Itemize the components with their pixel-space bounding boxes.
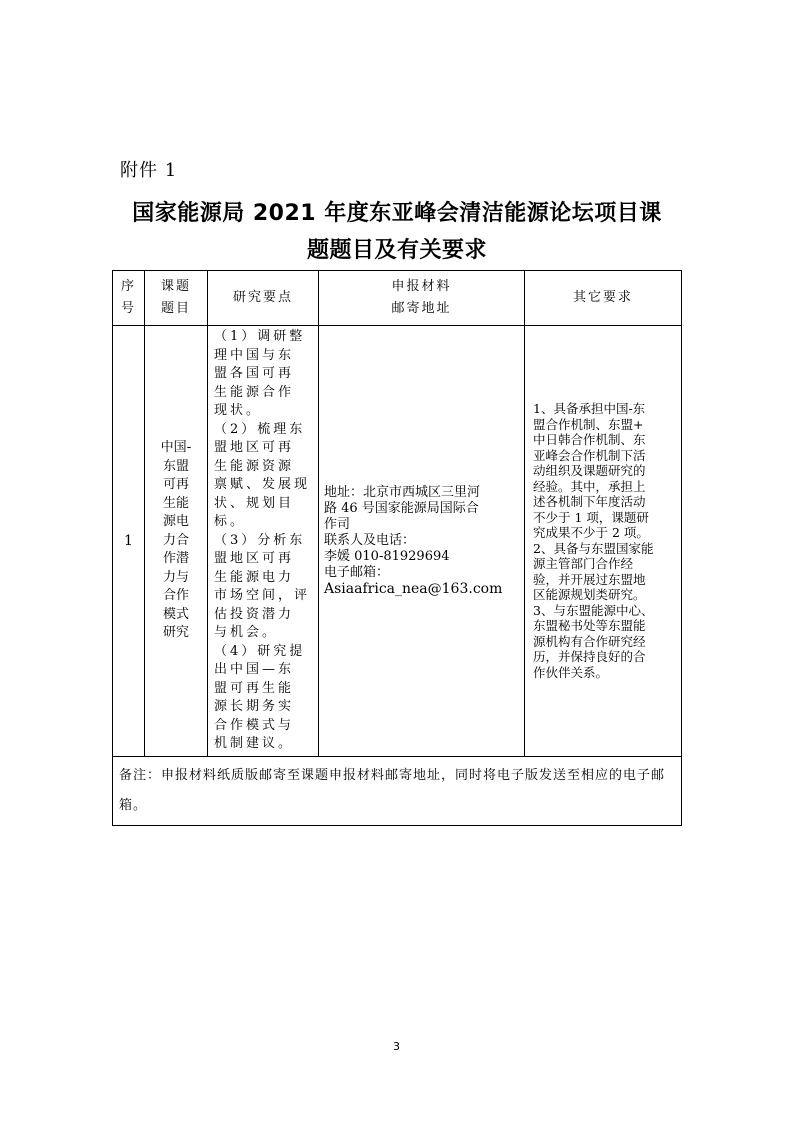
header-topic-line-2: 题目 [160,301,191,316]
topic-line: 力合 [162,532,189,548]
topic-line: 合作 [162,588,189,603]
topic-line: 源电 [162,514,189,529]
page-number: 3 [393,1040,400,1053]
points-line: （4）研究提 [214,643,306,659]
other-line: 述各机制下年度活动 [533,494,646,510]
address-line: 地址：北京市西城区三里河 [324,484,481,500]
header-other: 其它要求 [525,271,682,326]
topic-line: 力与 [162,569,189,585]
topic-line: 可再 [162,477,189,492]
row-number: 1 [113,326,145,757]
header-no-line-1: 序 [120,279,136,294]
table-note: 备注：申报材料纸质版邮寄至课题申报材料邮寄地址，同时将电子版发送至相应的电子邮箱。 [113,756,682,825]
points-line: 生能源电力 [214,569,295,585]
points-line: 理中国与东 [214,347,295,363]
points-line: 生能源合作 [214,384,295,400]
points-line: 生能源资源 [214,458,295,474]
contact-label: 联系人及电话： [324,532,416,548]
email-label: 电子邮箱： [324,564,390,580]
other-line: 动组织及课题研究的 [533,463,646,479]
points-line: 标。 [214,514,247,529]
table-row [113,326,682,757]
topic-line: 作潜 [162,551,189,566]
topic-line: 东盟 [162,458,189,474]
row-mailing-address [319,326,525,757]
attachment-label: 附件 1 [120,160,178,181]
topic-line: 模式 [162,606,189,622]
topic-line: 研究 [162,625,189,640]
points-line: 禀赋、发展现 [214,477,311,492]
other-line: 东盟秘书处等东盟能 [533,618,646,634]
points-line: 机制建议。 [214,736,295,751]
other-line: 作伙伴关系。 [533,664,609,680]
header-address [319,271,525,326]
row-topic [145,326,208,757]
header-topic [145,271,208,326]
page-title-line-1: 国家能源局 2021 年度东亚峰会清洁能源论坛项目课 [132,201,662,226]
requirements-table [112,270,682,826]
table-header-row [113,271,682,326]
other-line: 盟合作机制、东盟+ [533,416,644,432]
other-line: 历，并保持良好的合 [533,649,646,665]
header-topic-line-1: 课题 [160,279,191,294]
points-line: 状、规划目 [214,495,295,511]
other-line: 亚峰会合作机制下活 [533,447,646,463]
other-line: 究成果不少于 2 项。 [533,525,649,541]
other-line: 2、具备与东盟国家能 [533,540,654,556]
points-line: 现状。 [214,403,263,418]
points-line: 出中国—东 [214,662,295,677]
points-line: 与机会。 [214,625,279,640]
points-line: 盟地区可再 [214,551,295,566]
address-line: 作司 [324,516,351,532]
points-line: 源长期务实 [214,699,295,714]
row-other-requirements [525,326,682,757]
other-line: 区能源规划类研究。 [533,587,646,603]
contact-phone: 李媛 010-81929694 [324,548,450,564]
table-note-row [113,756,682,825]
points-line: （1）调研整 [214,329,306,344]
page-title-line-2: 题题目及有关要求 [306,238,487,263]
other-line: 不少于 1 项，课题研 [533,509,649,525]
points-line: 盟地区可再 [214,440,295,455]
points-line: 市场空间，评 [214,588,311,603]
topic-line: 中国- [160,440,192,455]
topic-line: 生能 [162,495,189,511]
other-line: 源机构有合作研究经 [533,633,646,649]
other-line: 验，并开展过东盟地 [533,571,646,587]
other-line: 3、与东盟能源中心、 [533,602,654,618]
points-line: 盟各国可再 [214,366,295,381]
points-line: 合作模式与 [214,717,295,733]
other-line: 经验。其中，承担上 [533,478,646,494]
points-line: （3）分析东 [214,532,306,548]
header-address-line-1: 申报材料 [391,279,452,294]
points-line: 估投资潜力 [214,606,295,622]
other-line: 中日韩合作机制、东 [533,432,646,448]
other-line: 1、具备承担中国-东 [533,401,646,417]
header-no-line-2: 号 [120,301,136,316]
points-line: （2）梳理东 [214,421,306,437]
points-line: 盟可再生能 [214,680,295,696]
email-address: Asiaafrica_nea@163.com [324,580,503,597]
header-no [113,271,145,326]
header-address-line-2: 邮寄地址 [391,301,452,316]
other-line: 源主管部门合作经 [533,556,634,572]
address-line: 路 46 号国家能源局国际合 [324,500,479,516]
row-research-points [208,326,319,757]
header-points: 研究要点 [208,271,319,326]
